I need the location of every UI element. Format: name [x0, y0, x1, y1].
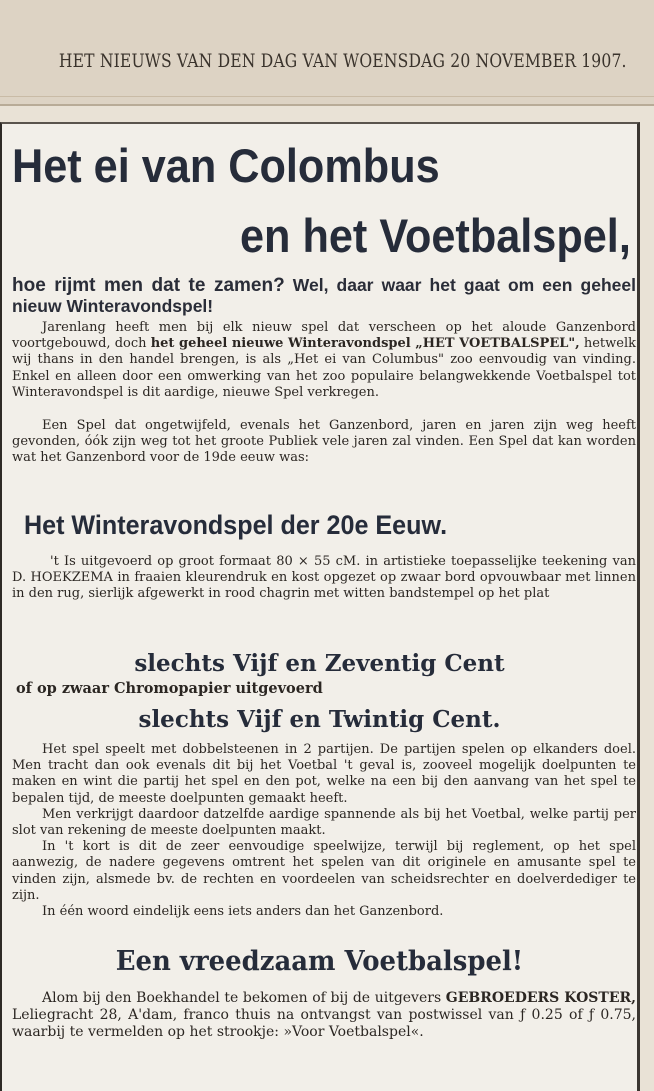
lead-question: hoe rijmt men dat te zamen? [12, 275, 285, 296]
price-paper: slechts Vijf en Twintig Cent. [138, 706, 501, 733]
paragraph-ganzenbord-text: Een Spel dat ongetwijfeld, evenals het Ganzenbord, jaren en jaren zijn weg heeft gevonden, óók zijn weg tot het groote Publiek vele jaren zal vinden. Een Spel dat kan worden wat het Ganzenbord voor de 19de eeuw was: [12, 418, 636, 466]
subheading-winteravondspel: Het Winteravondspel der 20e Eeuw. [24, 510, 448, 540]
masthead-rule [0, 96, 654, 97]
price-board: slechts Vijf en Zeventig Cent [134, 650, 505, 677]
paragraph-intro-bold: het geheel nieuwe Winteravondspel „HET VOETBALSPEL", [150, 336, 580, 352]
subheading-vreedzaam: Een vreedzaam Voetbalspel! [115, 946, 524, 977]
lead-text [12, 275, 636, 317]
paragraph-rules-b: Men verkrijgt daardoor datzelfde aardige spannende als bij het Voetbal, welke partij per slot van rekening de meeste doelpunten maakt. [12, 806, 636, 839]
price-alternative-label: of op zwaar Chromopapier uitgevoerd [16, 680, 323, 697]
lead-answer: Wel, daar waar het gaat om een geheel nieuw Winteravondspel! [12, 275, 636, 316]
ordering-text-a: Alom bij den Boekhandel te bekomen of bij de uitgevers [42, 990, 446, 1006]
paragraph-rules-a: Het spel speelt met dobbelsteenen in 2 partijen. De partijen spelen op elkanders doel. Men tracht dan ook evenals dit bij het Voetbal 't geval is, zooveel mogelijk doelpunten te maken en wint die partij het spel en den pot, welke na een bij den aanvang van het spel te bepalen tijd, de meeste doelpunten gemaakt heeft. [12, 742, 636, 806]
paragraph-rules-d: In één woord eindelijk eens iets anders dan het Ganzenbord. [42, 904, 444, 920]
masthead-title: HET NIEUWS VAN DEN DAG VAN WOENSDAG 20 NOVEMBER 1907. [58, 50, 627, 72]
paragraph-rules [12, 742, 636, 920]
ordering-text-b: Leliegracht 28, A'dam, franco thuis na ontvangst van postwissel van ƒ 0.25 of ƒ 0.75, waarbij te vermelden op het strookje: »Voor Voetbalspel«. [12, 1007, 636, 1040]
headline-line-1: Het ei van Colombus [12, 139, 440, 192]
paragraph-intro [12, 320, 636, 401]
paragraph-ordering [12, 990, 636, 1041]
newspaper-masthead [0, 0, 654, 106]
paragraph-format [12, 554, 636, 603]
publisher-name: GEBROEDERS KOSTER, [445, 990, 636, 1006]
paragraph-intro-a: Jarenlang heeft men bij elk nieuw spel dat verscheen op het aloude Ganzenbord voortgebouwd, doch [12, 320, 636, 352]
paragraph-intro-b: hetwelk wij thans in den handel brengen, is als „Het ei van Columbus" zoo eenvoudig van vinding. Enkel en alleen door een omwerking van het zoo populaire belangwekkende Voetbalspel tot Winteravondspel is dit aardige, nieuwe Spel verkregen. [12, 336, 636, 400]
paragraph-format-text: 't Is uitgevoerd op groot formaat 80 × 55 cM. in artistieke toepasselijke teekening van D. HOEKZEMA in fraaien kleurendruk en kost opgezet op zwaar bord opvouwbaar met linnen in den rug, sierlijk afgewerkt in rood chagrin met witten bandstempel op het plat [12, 554, 636, 602]
advertisement [0, 122, 640, 1091]
headline-line-2: en het Voetbalspel, [240, 209, 631, 262]
paragraph-ganzenbord [12, 418, 636, 467]
paragraph-rules-c: In 't kort is dit de zeer eenvoudige speelwijze, terwijl bij reglement, op het spel aanwezig, de nadere gegevens omtrent het spelen van dit originele en amusante spel te vinden zijn, alsmede bv. de rechten en voordeelen van scheidsrechter en doelverdediger te zijn. [12, 839, 636, 903]
